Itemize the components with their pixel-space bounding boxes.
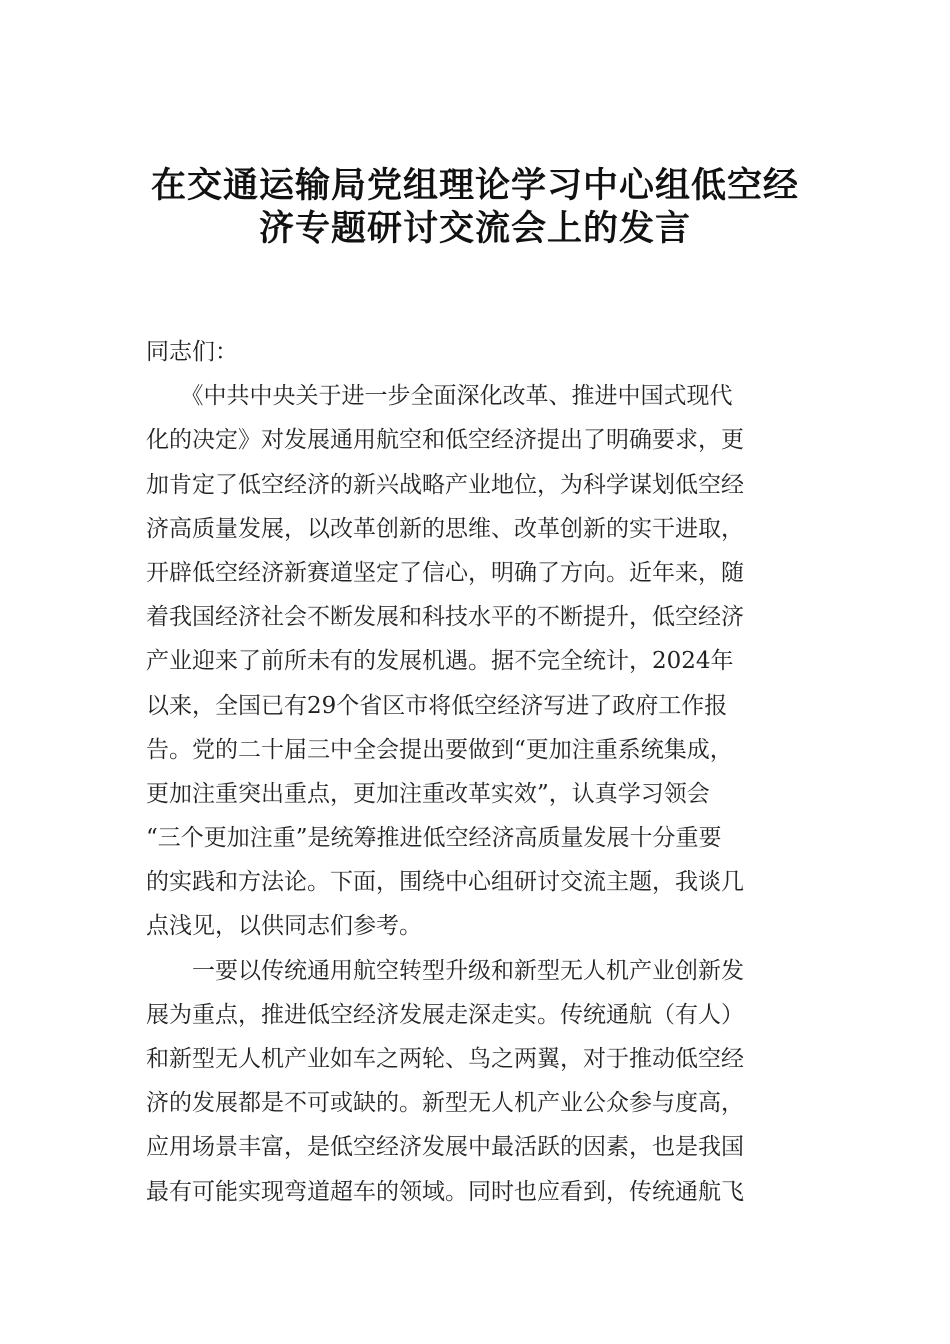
document-body [146,330,806,1214]
body-line: 的实践和方法论。下面，围绕中心组研讨交流主题，我谈几 [146,869,744,896]
body-line: 更加注重突出重点，更加注重改革实效”，认真学习领会 [146,780,710,807]
body-line: 开辟低空经济新赛道坚定了信心，明确了方向。近年来，随 [146,559,744,586]
body-line: 最有可能实现弯道超车的领域。同时也应看到，传统通航飞 [146,1178,744,1205]
body-line: 点浅见，以供同志们参考。 [146,913,422,940]
body-line: 告。党的二十届三中全会提出要做到“更加注重系统集成， [146,736,733,763]
body-line: 应用场景丰富，是低空经济发展中最活跃的因素，也是我国 [146,1134,744,1161]
body-line: 展为重点，推进低空经济发展走深走实。传统通航（有人） [146,1001,744,1028]
document-title-line-1: 在交通运输局党组理论学习中心组低空经 [150,165,799,206]
body-line: 加肯定了低空经济的新兴战略产业地位，为科学谋划低空经 [146,471,744,498]
body-line: 化的决定》对发展通用航空和低空经济提出了明确要求，更 [146,427,744,454]
body-line: 和新型无人机产业如车之两轮、鸟之两翼，对于推动低空经 [146,1046,744,1072]
body-line: “三个更加注重”是统筹推进低空经济高质量发展十分重要 [146,825,722,852]
body-line: 一要以传统通用航空转型升级和新型无人机产业创新发 [146,957,744,984]
body-line: 产业迎来了前所未有的发展机遇。据不完全统计，2024年 [146,648,734,675]
body-line: 《中共中央关于进一步全面深化改革、推进中国式现代 [146,383,733,410]
body-line: 济的发展都是不可或缺的。新型无人机产业公众参与度高， [146,1090,744,1117]
body-line: 着我国经济社会不断发展和科技水平的不断提升，低空经济 [146,604,744,631]
body-line: 以来，全国已有29个省区市将低空经济写进了政府工作报 [146,692,728,719]
document-title-line-2: 济专题研讨交流会上的发言 [258,208,691,249]
body-line: 济高质量发展，以改革创新的思维、改革创新的实干进取， [146,515,744,542]
salutation: 同志们： [146,339,238,365]
